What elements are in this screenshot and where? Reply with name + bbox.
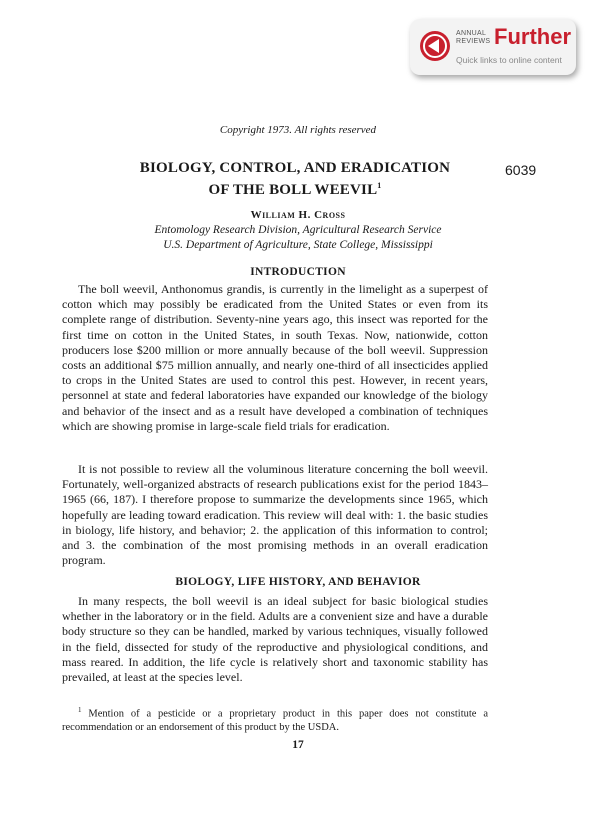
section-heading-biology: BIOLOGY, LIFE HISTORY, AND BEHAVIOR bbox=[175, 576, 421, 588]
page-number: 17 bbox=[292, 739, 304, 751]
footnote-mark: 1 bbox=[78, 706, 82, 714]
back-arrow-icon bbox=[420, 31, 450, 61]
article-id: 6039 bbox=[505, 162, 537, 178]
intro-paragraph-1: The boll weevil, Anthonomus grandis, is currently in the limelight as a superpest of cotton which may possibly be eradicated from the United States or even from its complete range of distribution. Seventy-nine years ago, this insect was reported for the first time on cotton in the United States, in south Texas. Now, nationwide, cotton producers lose $200 million or more annually because of the boll weevil. Suppression costs an additional $75 million annually, and nearly one-third of all insecticides applied to crops in the United States are used to control this pest. However, in recent years, personnel at state and federal laboratories have expanded our knowledge of the biology and behavior of the insect and as a result have developed a combination of techniques which are showing promise in large-scale field trials for eradication. bbox=[62, 282, 488, 433]
section-heading-introduction: INTRODUCTION bbox=[250, 266, 346, 278]
article-title: BIOLOGY, CONTROL, AND ERADICATION OF THE BOLL WEEVIL$^1$ bbox=[139, 160, 451, 198]
author-name: William H. Cross bbox=[250, 209, 346, 221]
annual-reviews-logo: ANNUAL REVIEWS bbox=[456, 30, 491, 45]
further-badge[interactable] bbox=[410, 19, 576, 75]
title-footnote-mark: 1 bbox=[377, 181, 382, 190]
copyright-notice: Copyright 1973. All rights reserved bbox=[219, 124, 377, 136]
affiliation-line2: U.S. Department of Agriculture, State College, Mississippi bbox=[163, 239, 433, 251]
intro-paragraph-2: It is not possible to review all the voluminous literature concerning the boll weevil. Fortunately, well-organized abstracts of research publications exist for the period 1843–1965 (66, 187). I therefore propose to summarize the developments since 1965, which hopefully are leading toward eradication. This review will deal with: 1. the basic studies in biology, life history, and behavior; 2. the application of this information to control; and 3. the combination of the most promising methods in an overall eradication program. bbox=[62, 462, 488, 568]
further-label: Further bbox=[494, 24, 571, 49]
further-subtitle: Quick links to online content bbox=[456, 55, 562, 65]
biology-paragraph-1: In many respects, the boll weevil is an ideal subject for basic biological studies whether in the laboratory or in the field. Adults are a convenient size and have a durable body structure so they can be handled, marked by various techniques, visually followed in the field, dissected for study of the reproductive and physiological conditions, and mass reared. In addition, the life cycle is relatively short and taxonomic stability has prevailed, at least at the species level. bbox=[62, 594, 488, 685]
affiliation-line1: Entomology Research Division, Agricultural Research Service bbox=[154, 224, 442, 236]
footnote: $^1$ Mention of a pesticide or a proprietary product in this paper does not constitute a recommendation or an endorsement of this product by the USDA. bbox=[62, 706, 488, 733]
